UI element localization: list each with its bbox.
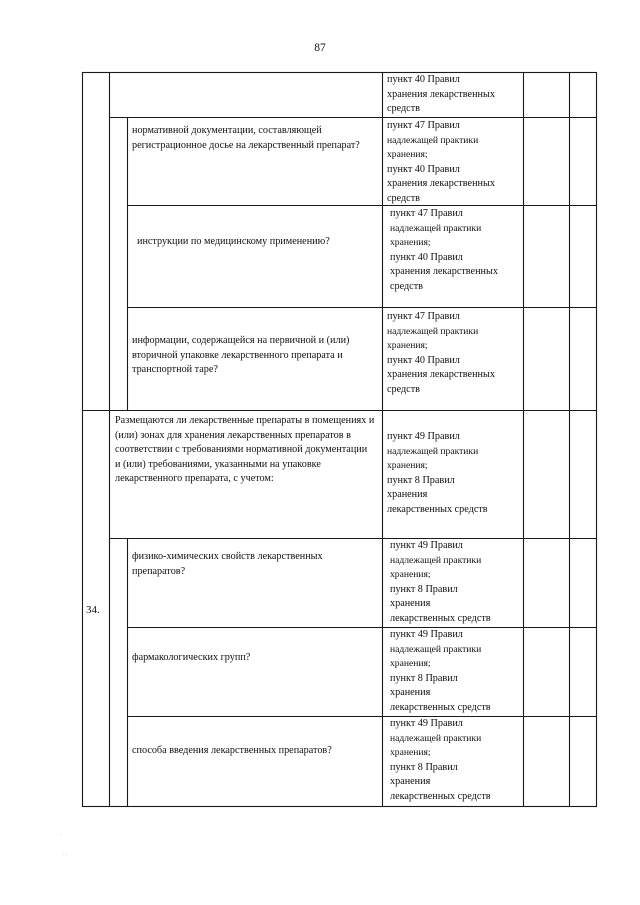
question-cell: фармакологических групп? — [132, 652, 251, 663]
reference-cell — [383, 73, 523, 117]
reference-line: хранения; — [387, 149, 428, 161]
question-cell: инструкции по медицинскому применению? — [137, 236, 330, 247]
scan-speck: · — [63, 872, 65, 878]
reference-cell — [386, 207, 523, 295]
question-cell: нормативной документации, составляющей регистрационное досье на лекарственный препарат? — [132, 125, 360, 151]
reference-line: надлежащей практики — [387, 134, 479, 146]
reference-line: хранения — [387, 489, 428, 501]
reference-cell — [383, 119, 523, 207]
reference-line: надлежащей практики — [387, 445, 479, 457]
reference-line: хранения — [390, 687, 431, 699]
reference-cell — [386, 539, 523, 627]
reference-line: средств — [387, 103, 420, 115]
reference-line: надлежащей практики — [390, 222, 482, 234]
reference-line: лекарственных средств — [387, 503, 488, 515]
page-number: 87 — [314, 42, 326, 54]
reference-line: средств — [390, 280, 423, 292]
reference-line: хранения; — [390, 569, 431, 581]
reference-line: надлежащей практики — [387, 325, 479, 337]
reference-line: пункт 40 Правил — [390, 251, 463, 263]
reference-line: средств — [387, 192, 420, 204]
reference-line: хранения; — [390, 237, 431, 249]
reference-line: хранения; — [390, 658, 431, 670]
reference-line: пункт 47 Правил — [387, 120, 460, 131]
reference-line: пункт 8 Правил — [390, 761, 458, 773]
reference-line: пункт 40 Правил — [387, 163, 460, 175]
reference-line: пункт 40 Правил — [387, 354, 460, 366]
reference-line: пункт 8 Правил — [390, 672, 458, 684]
reference-line: хранения; — [390, 747, 431, 759]
reference-line: пункт 40 Правил — [387, 74, 460, 85]
reference-line: хранения лекарственных — [390, 266, 498, 278]
reference-line: пункт 49 Правил — [390, 629, 463, 640]
reference-line: хранения — [390, 598, 431, 610]
scan-speck: · · — [62, 852, 68, 858]
reference-cell — [383, 430, 523, 518]
reference-cell — [386, 717, 523, 805]
question-cell: Размещаются ли лекарственные препараты в помещениях и (или) зонах для хранения лекарственных препаратов в соответствии с требованиями нормативной документации и (или) требованиями, указанными на упаковке лекарственного препарата, с учетом: — [115, 415, 375, 485]
reference-line: хранения; — [387, 460, 428, 472]
item-number: 34. — [86, 604, 100, 616]
question-cell: способа введения лекарственных препаратов? — [132, 745, 332, 756]
reference-line: хранения — [390, 776, 431, 788]
reference-line: хранения лекарственных — [387, 369, 495, 381]
reference-line: надлежащей практики — [390, 732, 482, 744]
question-cell: физико-химических свойств лекарственных препаратов? — [132, 551, 323, 577]
reference-line: пункт 8 Правил — [387, 474, 455, 486]
reference-line: средств — [387, 383, 420, 395]
reference-cell — [386, 628, 523, 716]
reference-line: пункт 49 Правил — [390, 718, 463, 729]
reference-line: хранения лекарственных — [387, 178, 495, 190]
reference-line: пункт 47 Правил — [387, 311, 460, 322]
reference-line: лекарственных средств — [390, 612, 491, 624]
reference-line: пункт 49 Правил — [390, 540, 463, 551]
reference-line: хранения; — [387, 340, 428, 352]
reference-cell — [383, 310, 523, 398]
question-cell: информации, содержащейся на первичной и (или) вторичной упаковке лекарственного препарата и транспортной таре? — [132, 335, 350, 376]
reference-line: пункт 8 Правил — [390, 583, 458, 595]
reference-line: лекарственных средств — [390, 701, 491, 713]
reference-line: надлежащей практики — [390, 554, 482, 566]
reference-line: надлежащей практики — [390, 643, 482, 655]
reference-line: лекарственных средств — [390, 790, 491, 802]
reference-line: пункт 49 Правил — [387, 431, 460, 442]
reference-line: хранения лекарственных — [387, 88, 495, 100]
reference-line: пункт 47 Правил — [390, 208, 463, 219]
scan-speck: · — [60, 832, 62, 838]
